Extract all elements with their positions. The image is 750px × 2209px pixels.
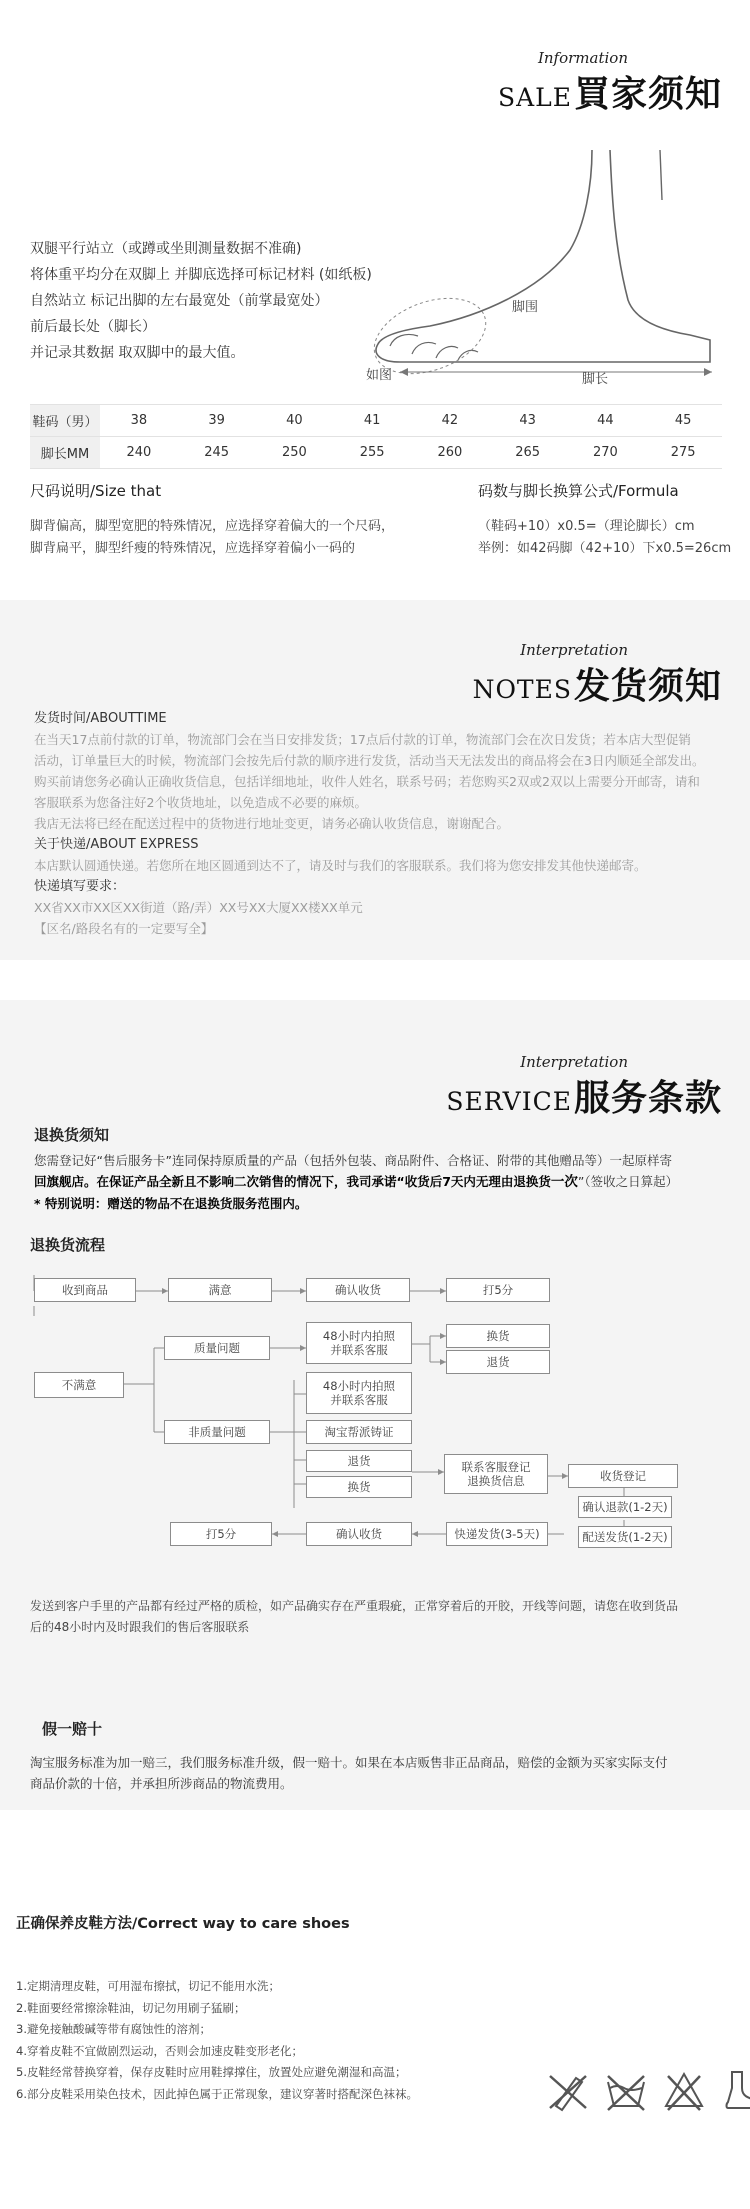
return-notes — [34, 1150, 724, 1214]
table-cell: 260 — [411, 437, 489, 469]
shoe-care-icon — [720, 2068, 750, 2112]
list-item: 6.部分皮鞋采用染色技术，因此掉色属于正常现象，建议穿著时搭配深色袜袜。 — [16, 2086, 418, 2101]
notes-heading-en-small: Interpretation — [520, 641, 628, 659]
flow-box-taobao: 淘宝帮派铸证 — [306, 1420, 412, 1444]
flow-box-unsatisfied: 不满意 — [34, 1372, 124, 1398]
table-header-cell: 脚长MM — [30, 437, 100, 469]
formula-notes — [478, 516, 731, 560]
care-icons — [546, 2068, 750, 2112]
fake-line: 淘宝服务标准为加一赔三，我们服务标准升级，假一赔十。如果在本店贩售非正品商品，赔偿的金额为买家实际支付 — [30, 1755, 668, 1770]
no-wash-icon — [604, 2068, 648, 2112]
no-bleach-icon — [662, 2068, 706, 2112]
table-header-cell: 鞋码（男） — [30, 405, 100, 437]
foot-girth-label: 脚围 — [512, 300, 539, 315]
table-row — [30, 405, 722, 437]
delivery-line: 我店无法将已经在配送过程中的货物进行地址变更，请务必确认收货信息，谢谢配合。 — [34, 816, 510, 831]
size-table — [30, 404, 722, 469]
table-cell: 38 — [100, 405, 178, 437]
fill-line: 【区名/路段名有的一定要写全】 — [34, 921, 214, 936]
table-cell: 250 — [256, 437, 334, 469]
flow-box-confirm2: 确认收货 — [306, 1522, 412, 1546]
flow-note-line: 发送到客户手里的产品都有经过严格的质检，如产品确实存在严重瑕疵，正常穿着后的开胶，开线等问题，请您在收到货品 — [30, 1599, 679, 1613]
express-line: 本店默认圆通快递。若您所在地区圆通到达不了，请及时与我们的客服联系。我们将为您安排发其他快递邮寄。 — [34, 858, 647, 873]
table-cell: 42 — [411, 405, 489, 437]
flow-box-rate5-2: 打5分 — [170, 1522, 272, 1546]
delivery-line: 活动，订单量巨大的时候，物流部门会按先后付款的顺序进行发货，活动当天无法发出的商品将会在3日内顺延全部发出。 — [34, 753, 705, 768]
fake-title: 假一赔十 — [42, 1720, 103, 1738]
fill-line: XX省XX市XX区XX街道（路/弄）XX号XX大厦XX楼XX单元 — [34, 900, 363, 915]
table-cell: 39 — [178, 405, 256, 437]
flow-box-confirm-refund: 确认退款(1-2天) — [578, 1496, 672, 1518]
care-title: 正确保养皮鞋方法/Correct way to care shoes — [16, 1916, 350, 1932]
measure-step: 双腿平行站立（或蹲或坐則測量数据不准确) — [30, 241, 302, 257]
service-heading-en-small: Interpretation — [520, 1053, 628, 1071]
foot-figure-label: 如图 — [366, 368, 393, 383]
flow-box-receive: 收到商品 — [34, 1278, 136, 1302]
list-item: 3.避免接触酸碱等带有腐蚀性的溶剂； — [16, 2022, 211, 2036]
measure-step: 自然站立 标记出脚的左右最宽处（前掌最宽处） — [30, 293, 329, 309]
table-cell: 45 — [644, 405, 722, 437]
table-cell: 270 — [567, 437, 645, 469]
return-special-note: * 特别说明：赠送的物品不在退换货服务范围内。 — [34, 1196, 308, 1211]
list-item: 1.定期清理皮鞋，可用湿布擦拭，切记不能用水洗； — [16, 1979, 280, 1993]
fake-notes — [30, 1752, 720, 1794]
flow-box-photo-48: 48小时内拍照 并联系客服 — [306, 1322, 412, 1364]
sale-heading — [498, 50, 722, 117]
table-cell: 265 — [489, 437, 567, 469]
flow-note-line: 后的48小时内及时跟我们的售后客服联系 — [30, 1620, 250, 1634]
return-line-emph: 一次 — [550, 1174, 578, 1190]
flow-title: 退换货流程 — [30, 1236, 106, 1254]
service-heading-zh: 服务条款 — [573, 1077, 722, 1119]
no-brush-icon — [546, 2068, 590, 2112]
table-cell: 275 — [644, 437, 722, 469]
flow-box-confirm: 确认收货 — [306, 1278, 410, 1302]
return-line — [34, 1171, 724, 1193]
return-line-c: ”（签收之日算起） — [577, 1174, 679, 1189]
table-cell: 44 — [567, 405, 645, 437]
service-heading — [446, 1054, 722, 1121]
formula-title: 码数与脚长换算公式/Formula — [478, 482, 679, 500]
flow-box-exchange2: 换货 — [306, 1476, 412, 1498]
flow-box-non-quality: 非质量问题 — [164, 1420, 270, 1444]
flow-box-receive-register: 收货登记 — [568, 1464, 678, 1488]
list-item: 4.穿着皮鞋不宜做剧烈运动，否则会加速皮鞋变形老化； — [16, 2043, 303, 2058]
flow-box-refund2: 退货 — [306, 1450, 412, 1472]
list-item: 2.鞋面要经常擦涂鞋油，切记勿用刷子猛刷； — [16, 2000, 246, 2015]
formula-line: 举例：如42码脚（42+10）下x0.5=26cm — [478, 541, 732, 556]
express-title: 关于快递/ABOUT EXPRESS — [34, 837, 199, 852]
notes-heading-zh: 发货须知 — [573, 665, 722, 707]
measure-step: 前后最长处（脚长） — [30, 319, 156, 335]
measure-step: 将体重平均分在双脚上 并脚底选择可标记材料 (如纸板) — [30, 267, 372, 283]
flow-box-quality: 质量问题 — [164, 1336, 270, 1360]
foot-length-label: 脚长 — [582, 372, 609, 387]
notes-heading-en-big: NOTES — [472, 675, 572, 704]
measure-steps — [30, 236, 372, 366]
notes-heading — [473, 642, 722, 709]
table-cell: 43 — [489, 405, 567, 437]
size-title: 尺码说明/Size that — [30, 482, 162, 500]
size-notes — [30, 516, 394, 560]
table-cell: 41 — [333, 405, 411, 437]
delivery-line: 在当天17点前付款的订单，物流部门会在当日安排发货；17点后付款的订单，物流部门会在次日发货；若本店大型促销 — [34, 732, 691, 747]
delivery-title: 发货时间/ABOUTTIME — [34, 711, 167, 726]
flow-note — [30, 1596, 720, 1638]
table-cell: 40 — [256, 405, 334, 437]
flow-box-exchange: 换货 — [446, 1324, 550, 1348]
return-title: 退换货须知 — [34, 1126, 110, 1144]
return-line: 您需登记好“售后服务卡”连同保持原质量的产品（包括外包装、商品附件、合格证、附带的其他赠品等）一起原样寄 — [34, 1153, 672, 1168]
delivery-line: 购买前请您务必确认正确收货信息，包括详细地址，收件人姓名，联系号码；若您购买2双或2双以上需要分开邮寄，请和 — [34, 774, 700, 789]
flow-box-photo-48-b: 48小时内拍照 并联系客服 — [306, 1372, 412, 1414]
flow-box-dispatch: 配送发货(1-2天) — [578, 1526, 672, 1548]
flow-box-express-ship: 快递发货(3-5天) — [446, 1522, 548, 1546]
sale-heading-en-big: SALE — [497, 83, 572, 112]
delivery-notes — [34, 708, 724, 939]
table-row — [30, 437, 722, 469]
flow-box-rate5: 打5分 — [446, 1278, 550, 1302]
sale-heading-en-small: Information — [537, 49, 628, 67]
sale-heading-zh: 買家须知 — [573, 73, 722, 115]
fake-line: 商品价款的十倍，并承担所涉商品的物流费用。 — [30, 1776, 293, 1791]
size-note: 脚背扁平，脚型纤瘦的特殊情况，应选择穿着偏小一码的 — [30, 541, 356, 556]
care-list — [16, 1976, 418, 2105]
service-heading-en-big: SERVICE — [446, 1087, 572, 1116]
size-note: 脚背偏高，脚型宽肥的特殊情况，应选择穿着偏大的一个尺码， — [30, 519, 395, 534]
list-item: 5.皮鞋经常替换穿着，保存皮鞋时应用鞋撑撑住，放置处应避免潮湿和高温； — [16, 2065, 407, 2079]
table-cell: 245 — [178, 437, 256, 469]
flow-box-refund: 退货 — [446, 1350, 550, 1374]
table-cell: 255 — [333, 437, 411, 469]
measure-step: 并记录其数据 取双脚中的最大值。 — [30, 345, 245, 361]
return-line-a: 回旗舰店。在保证产品全新且不影响二次销售的情况下，我司承诺“收货后7天内无理由退换货 — [34, 1174, 551, 1189]
flow-box-satisfied: 满意 — [168, 1278, 272, 1302]
fill-title: 快递填写要求： — [34, 879, 126, 894]
foot-outline-icon — [360, 140, 730, 380]
delivery-line: 客服联系为您备注好2个收货地址，以免造成不必要的麻烦。 — [34, 795, 367, 810]
formula-line: （鞋码+10）x0.5=（理论脚长）cm — [478, 519, 695, 534]
table-cell: 240 — [100, 437, 178, 469]
flow-box-contact-register: 联系客服登记 退换货信息 — [444, 1454, 548, 1494]
